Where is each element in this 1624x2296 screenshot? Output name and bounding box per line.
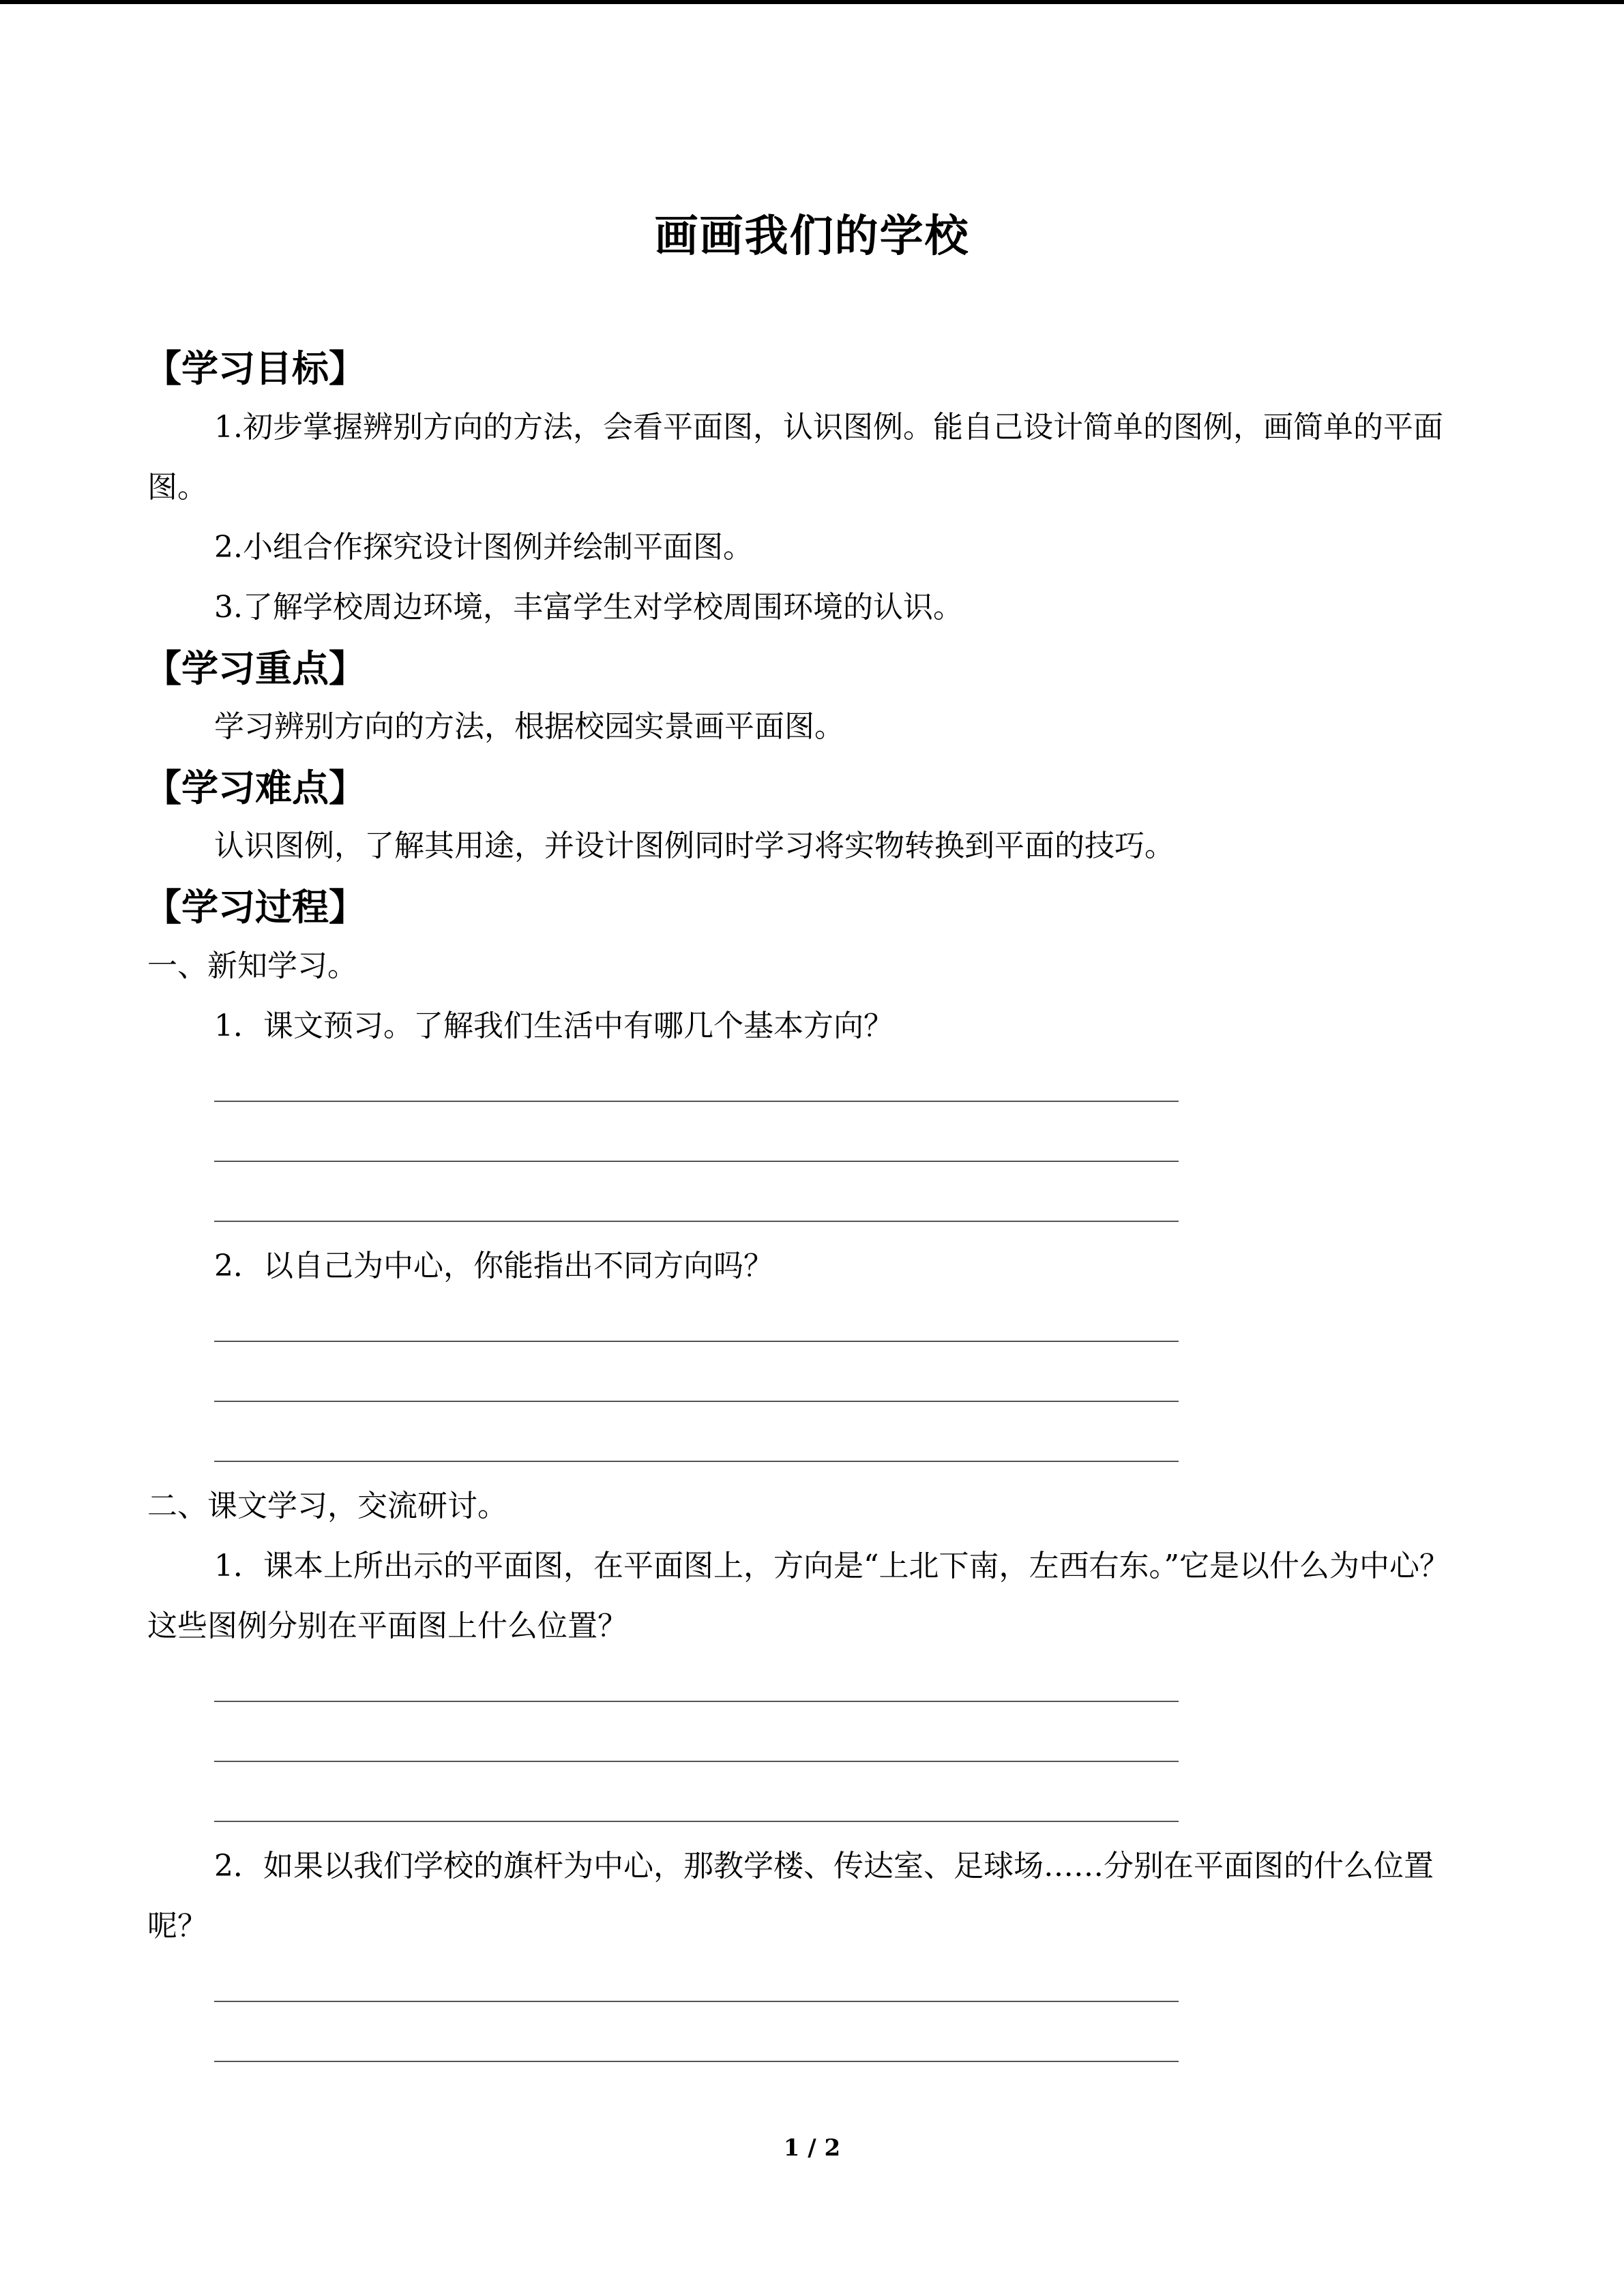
answer-line[interactable] bbox=[214, 1701, 1179, 1702]
answer-line[interactable] bbox=[214, 2001, 1179, 2002]
heading-difficulties: 【学习难点】 bbox=[145, 766, 366, 809]
goal-item-3: 3.了解学校周边环境，丰富学生对学校周围环境的认识。 bbox=[214, 590, 963, 625]
answer-line[interactable] bbox=[214, 1461, 1179, 1462]
key-points-text: 学习辨别方向的方法，根据校园实景画平面图。 bbox=[214, 709, 844, 744]
heading-key-points: 【学习重点】 bbox=[145, 647, 366, 690]
part1-question-1: 1．课文预习。了解我们生活中有哪几个基本方向？ bbox=[214, 1009, 894, 1043]
answer-line[interactable] bbox=[214, 1761, 1179, 1762]
top-border bbox=[0, 0, 1624, 4]
page-title: 画画我们的学校 bbox=[654, 211, 970, 262]
answer-line[interactable] bbox=[214, 1401, 1179, 1402]
part1-question-2: 2．以自己为中心，你能指出不同方向吗？ bbox=[214, 1249, 773, 1283]
answer-line[interactable] bbox=[214, 1821, 1179, 1822]
answer-line[interactable] bbox=[214, 1161, 1179, 1162]
answer-line[interactable] bbox=[214, 1101, 1179, 1102]
answer-line[interactable] bbox=[214, 2061, 1179, 2062]
answer-line[interactable] bbox=[214, 1221, 1179, 1222]
difficulties-text: 认识图例，了解其用途，并设计图例同时学习将实物转换到平面的技巧。 bbox=[214, 829, 1175, 863]
goal-item-1: 1.初步掌握辨别方向的方法，会看平面图，认识图例。能自己设计简单的图例，画简单的平面图。 bbox=[147, 410, 1443, 505]
part2-title: 二、课文学习，交流研讨。 bbox=[147, 1489, 507, 1523]
answer-line[interactable] bbox=[214, 1341, 1179, 1342]
part2-question-2: 2．如果以我们学校的旗杆为中心，那教学楼、传达室、足球场……分别在平面图的什么位置呢？ bbox=[147, 1849, 1434, 1943]
heading-process: 【学习过程】 bbox=[145, 886, 366, 929]
heading-goals: 【学习目标】 bbox=[145, 347, 366, 390]
page-number: 1 / 2 bbox=[783, 2134, 841, 2162]
goal-item-2: 2.小组合作探究设计图例并绘制平面图。 bbox=[214, 530, 753, 565]
part2-question-1: 1．课本上所出示的平面图，在平面图上，方向是“上北下南，左西右东。”它是以什么为中心？这些图例分别在平面图上什么位置？ bbox=[147, 1549, 1449, 1643]
part1-title: 一、新知学习。 bbox=[147, 949, 357, 983]
